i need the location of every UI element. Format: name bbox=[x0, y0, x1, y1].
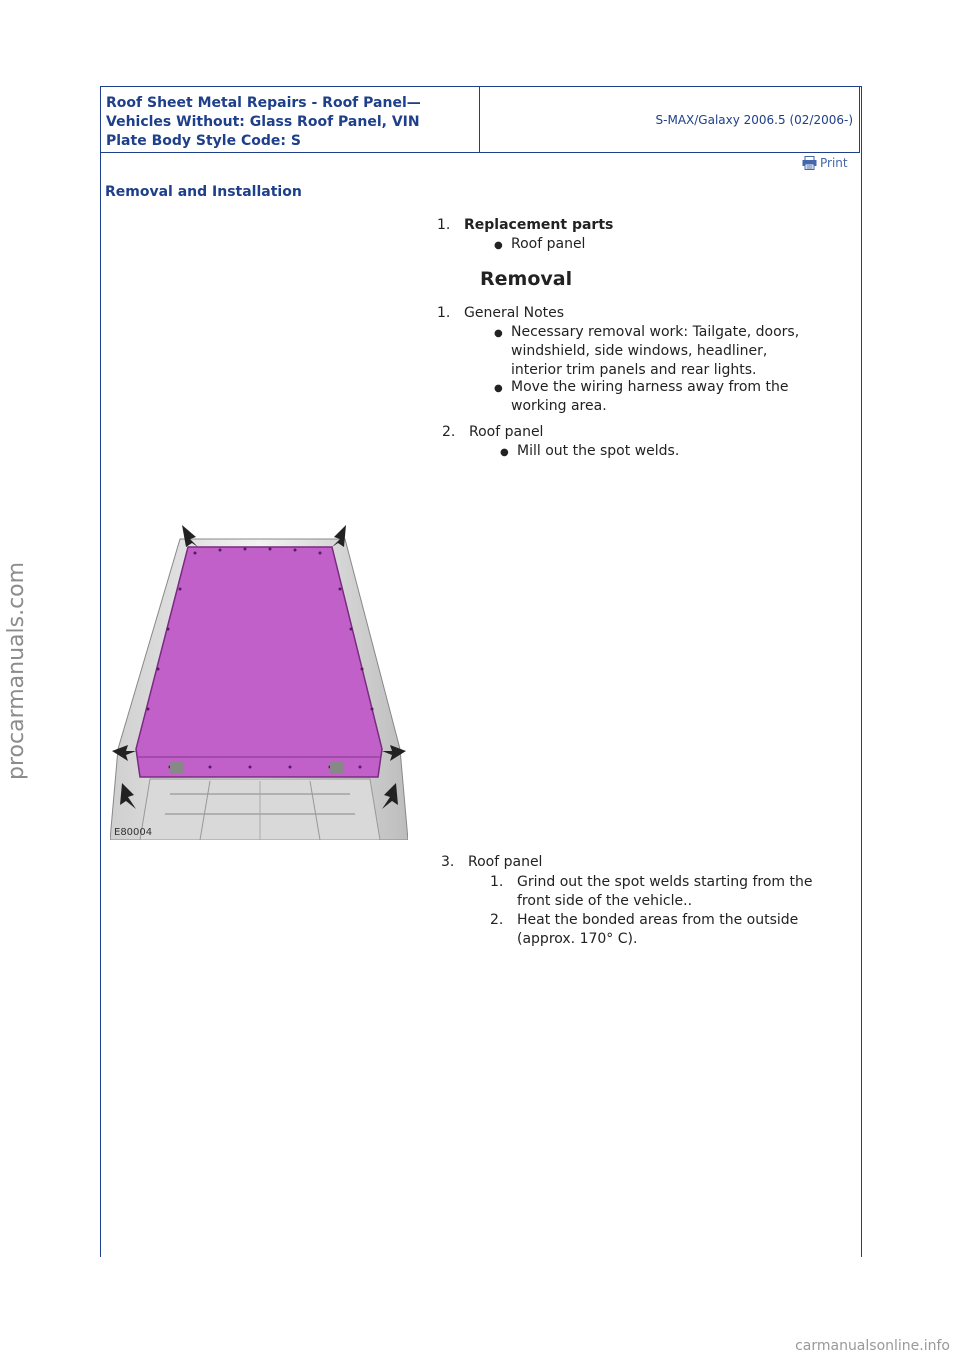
footer-watermark: carmanualsonline.info bbox=[795, 1338, 950, 1354]
substep-line: Heat the bonded areas from the outside bbox=[517, 912, 799, 928]
replacement-item: ● Roof panel bbox=[511, 235, 585, 254]
step-bullet bbox=[511, 378, 788, 416]
step-number: 1. bbox=[437, 217, 451, 233]
bullet-line: ● Necessary removal work: Tailgate, doors, bbox=[511, 324, 800, 340]
step-number: 3. bbox=[441, 854, 455, 870]
header-divider bbox=[479, 87, 480, 152]
title-line: Roof Sheet Metal Repairs - Roof Panel— bbox=[106, 95, 421, 111]
print-label: Print bbox=[820, 156, 848, 170]
roof-panel-illustration bbox=[110, 519, 408, 840]
roof-panel-diagram bbox=[110, 519, 408, 840]
step-bullet: ● Mill out the spot welds. bbox=[517, 442, 679, 461]
printer-icon bbox=[802, 156, 817, 170]
step-title: Roof panel bbox=[468, 854, 543, 870]
substep-line: (approx. 170° C). bbox=[517, 931, 638, 947]
bullet-line: interior trim panels and rear lights. bbox=[511, 362, 757, 378]
bullet-line: working area. bbox=[511, 398, 607, 414]
print-button[interactable] bbox=[802, 156, 848, 170]
document-title bbox=[106, 94, 466, 151]
model-label: S-MAX/Galaxy 2006.5 (02/2006-) bbox=[655, 113, 853, 127]
figure-label: E80004 bbox=[114, 827, 153, 838]
title-line: Plate Body Style Code: S bbox=[106, 133, 301, 149]
step-bullet bbox=[511, 323, 799, 380]
section-title: Removal and Installation bbox=[105, 184, 302, 200]
substep-text bbox=[517, 911, 798, 949]
document-header bbox=[100, 86, 860, 153]
replacement-title: Replacement parts bbox=[464, 217, 614, 233]
substep-number: 2. bbox=[490, 912, 504, 928]
watermark-text: procarmanuals.com bbox=[4, 561, 29, 780]
step-number: 2. bbox=[442, 424, 456, 440]
bullet-line: windshield, side windows, headliner, bbox=[511, 343, 768, 359]
title-line: Vehicles Without: Glass Roof Panel, VIN bbox=[106, 114, 420, 130]
step-number: 1. bbox=[437, 305, 451, 321]
removal-heading: Removal bbox=[480, 268, 573, 290]
substep-line: front side of the vehicle.. bbox=[517, 893, 693, 909]
substep-line: Grind out the spot welds starting from the bbox=[517, 874, 813, 890]
bullet-line: ● Move the wiring harness away from the bbox=[511, 379, 789, 395]
step-title: Roof panel bbox=[469, 424, 544, 440]
step-title: General Notes bbox=[464, 305, 565, 321]
substep-text bbox=[517, 873, 813, 911]
substep-number: 1. bbox=[490, 874, 504, 890]
